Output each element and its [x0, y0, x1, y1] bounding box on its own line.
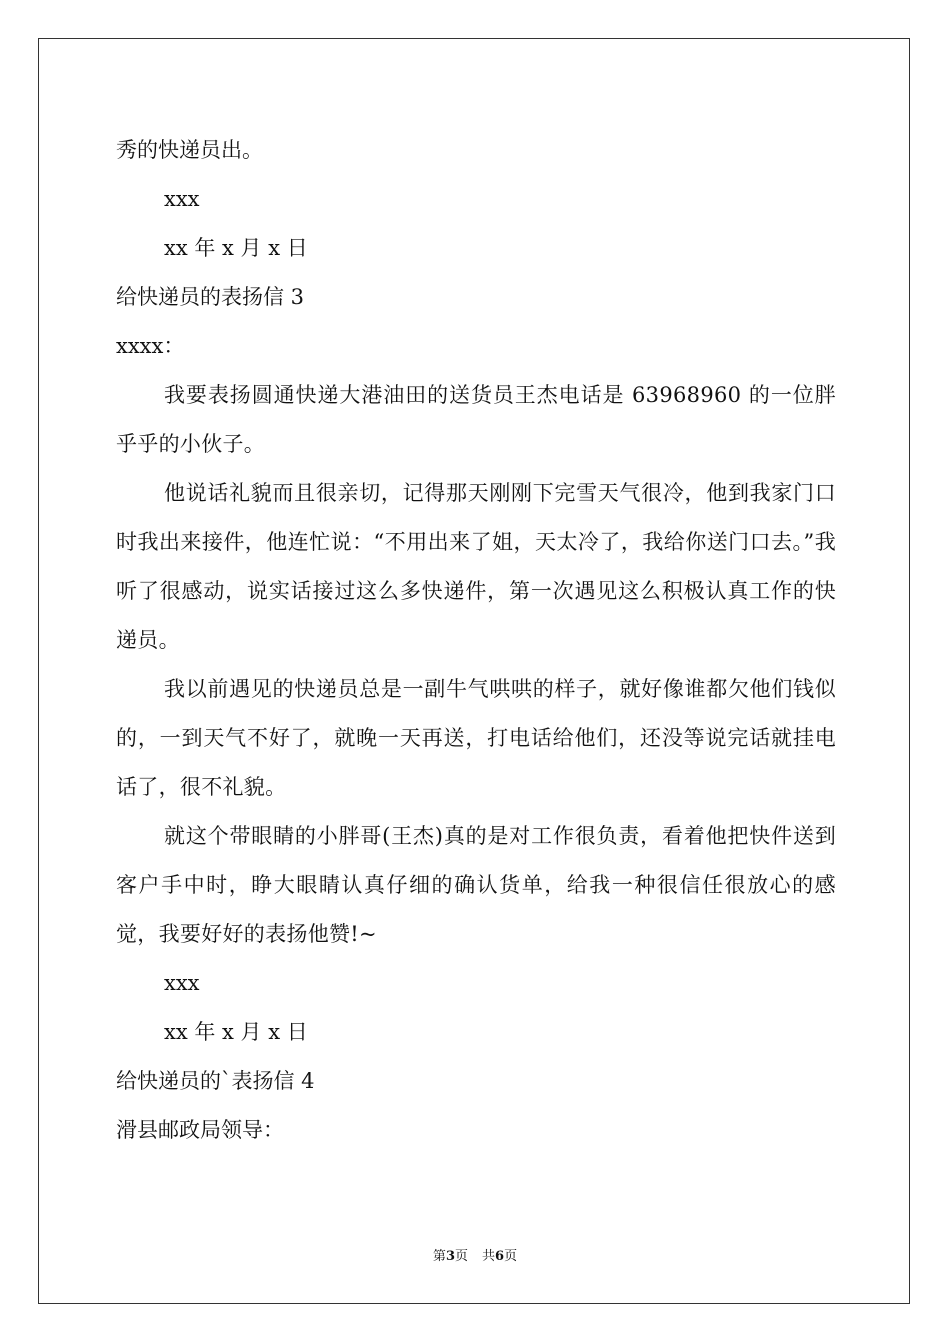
paragraph: 他说话礼貌而且很亲切，记得那天刚刚下完雪天气很冷，他到我家门口时我出来接件，他连忙说：“不用出来了姐，天太冷了，我给你送门口去。”我听了很感动，说实话接过这么多快递件，第一次遇见这么积极认真工作的快递员。	[116, 481, 836, 652]
salutation: 滑县邮政局领导：	[116, 1118, 284, 1142]
text-line: 秀的快递员出。	[116, 138, 263, 162]
letter-title: 给快递员的表扬信 3	[116, 285, 305, 309]
signature-name: xxx	[164, 971, 200, 995]
total-prefix: 共	[482, 1249, 496, 1264]
signature-name: xxx	[164, 187, 200, 211]
signature-date: xx 年 x 月 x 日	[164, 1020, 308, 1044]
letter-title: 给快递员的`表扬信 4	[116, 1069, 315, 1093]
paragraph: 我要表扬圆通快递大港油田的送货员王杰电话是 63968960 的一位胖乎乎的小伙子。	[116, 383, 836, 456]
total-suffix: 页	[504, 1249, 518, 1264]
paragraph: 我以前遇见的快递员总是一副牛气哄哄的样子，就好像谁都欠他们钱似的，一到天气不好了，就晚一天再送，打电话给他们，还没等说完话就挂电话了，很不礼貌。	[116, 677, 836, 799]
page-suffix: 页	[454, 1249, 468, 1264]
signature-date: xx 年 x 月 x 日	[164, 236, 308, 260]
page-footer	[0, 1247, 950, 1267]
page-total: 6	[495, 1249, 505, 1264]
paragraph: 就这个带眼睛的小胖哥(王杰)真的是对工作很负责，看着他把快件送到客户手中时，睁大眼睛认真仔细的确认货单，给我一种很信任很放心的感觉，我要好好的表扬他赞!~	[116, 824, 836, 946]
page-prefix: 第	[432, 1249, 446, 1264]
salutation: xxxx：	[116, 334, 185, 358]
page-current: 3	[445, 1249, 455, 1264]
document-body	[116, 126, 836, 1155]
